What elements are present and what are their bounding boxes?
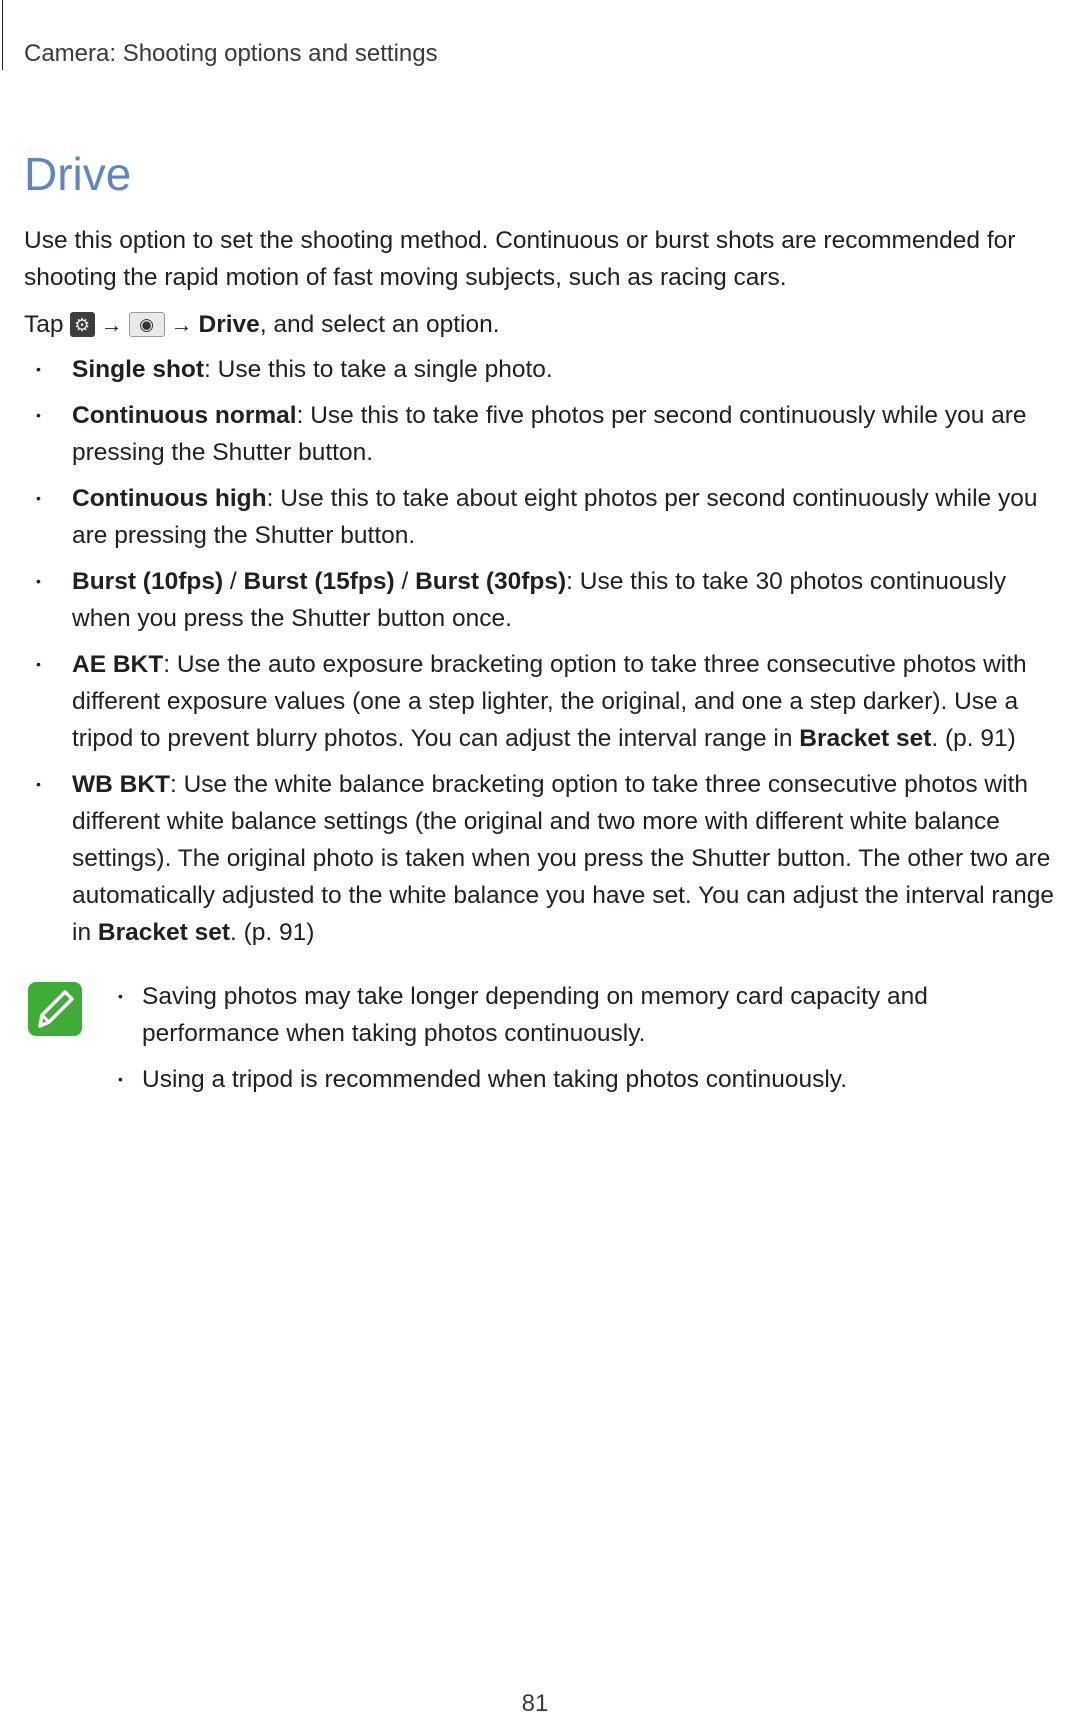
tap-suffix: , and select an option. — [259, 311, 500, 338]
list-item — [24, 563, 1070, 637]
header-rule — [2, 0, 3, 70]
drive-options-list — [24, 351, 1070, 951]
bullet: • — [36, 776, 41, 792]
option-desc: : Use this to take 30 photos continuously when you press the Shutter button once. — [72, 568, 1007, 632]
camera-icon: ◉ — [129, 312, 165, 337]
arrow-2: → — [170, 312, 193, 337]
note-box — [24, 978, 1070, 1107]
tap-instruction — [24, 306, 1070, 343]
list-item — [24, 646, 1070, 757]
option-tail: . (p. 91) — [931, 725, 1016, 752]
option-desc: : Use this to take about eight photos per second continuously while you are pressing the Shutter button. — [72, 485, 1038, 549]
notes-list — [24, 978, 1070, 1098]
option-sep: / — [394, 568, 416, 595]
bullet: • — [36, 573, 41, 589]
bullet: • — [36, 361, 41, 377]
list-item — [24, 766, 1070, 951]
section-header: Camera: Shooting options and settings — [24, 40, 438, 67]
bullet: • — [118, 988, 123, 1004]
list-item — [24, 397, 1070, 471]
list-item — [24, 480, 1070, 554]
main-content — [24, 222, 1070, 960]
note-text: Saving photos may take longer depending on memory card capacity and performance when taking photos continuously. — [142, 983, 928, 1047]
option-desc: : Use this to take five photos per second continuously while you are pressing the Shutter button. — [72, 402, 1027, 466]
bullet: • — [118, 1071, 123, 1087]
option-name: AE BKT — [72, 651, 164, 678]
option-desc: : Use the auto exposure bracketing option to take three consecutive photos with different exposure values (one a step lighter, the original, and one a step darker). Use a tripod to prevent blurry photos. You can adjust the interval range in — [72, 651, 1027, 752]
list-item — [118, 1061, 1070, 1098]
arrow-1: → — [100, 312, 123, 337]
option-ref: Bracket set — [97, 919, 230, 946]
bullet: • — [36, 407, 41, 423]
intro-paragraph: Use this option to set the shooting method. Continuous or burst shots are recommended for shooting the rapid motion of fast moving subjects, such as racing cars. — [24, 227, 1016, 291]
note-check-icon — [28, 982, 82, 1036]
page-number: 81 — [521, 1690, 549, 1717]
option-ref: Bracket set — [799, 725, 932, 752]
option-name: Burst (10fps) — [72, 568, 224, 595]
tap-target-drive: Drive — [198, 311, 260, 338]
bullet: • — [36, 490, 41, 506]
bullet: • — [36, 656, 41, 672]
option-name: Burst (30fps) — [415, 568, 567, 595]
note-text: Using a tripod is recommended when taking photos continuously. — [142, 1066, 847, 1093]
option-tail: . (p. 91) — [230, 919, 315, 946]
list-item — [24, 351, 1070, 388]
option-desc: : Use the white balance bracketing option to take three consecutive photos with different white balance settings (the original and two more with different white balance settings). The original photo is taken when you press the Shutter button. The other two are automatically adjusted to the white balance you have set. You can adjust the interval range in — [72, 771, 1055, 946]
option-name: Burst (15fps) — [243, 568, 395, 595]
option-name: Single shot — [72, 356, 205, 383]
option-name: WB BKT — [72, 771, 170, 798]
page-title: Drive — [24, 148, 132, 200]
option-sep: / — [223, 568, 244, 595]
tap-prefix: Tap — [24, 311, 64, 338]
list-item — [118, 978, 1070, 1052]
option-desc: : Use this to take a single photo. — [204, 356, 553, 383]
settings-gear-icon: ⚙ — [70, 312, 95, 337]
option-name: Continuous normal — [72, 402, 297, 429]
option-name: Continuous high — [72, 485, 267, 512]
